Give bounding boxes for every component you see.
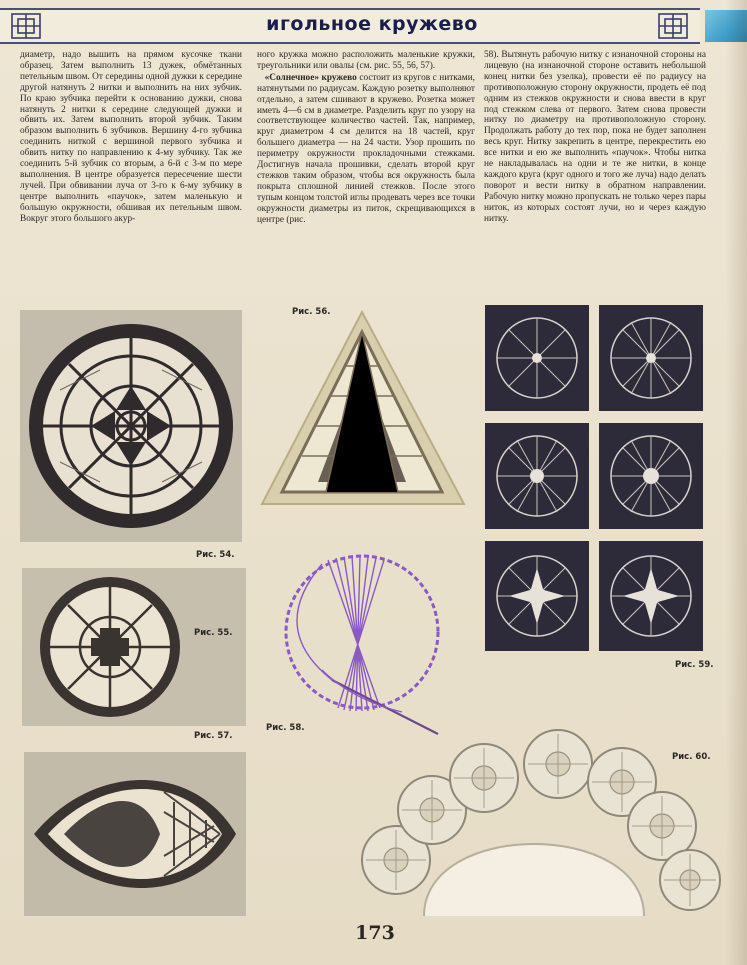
caption-fig-58: Рис. 58. xyxy=(266,723,305,733)
small-round-lace-image xyxy=(22,568,246,726)
celtic-knot-ornament-right xyxy=(655,10,691,42)
caption-fig-59: Рис. 59. xyxy=(675,660,714,670)
paragraph: диаметр, надо вышить на прямом кусочке ткани образец. Затем выполнить 13 дужек, обмётанных петельным швом. От середины одной дужки к середине другой натянуть 2 нитки и выполнить на них зубчик. По краю зубчика перейти к основанию дужки, снова натянуть 2 нитки к середине следующей дужки и обвить их. Затем выполнить второй зубчик. Таким образом выполнить 6 зубчиков. Вершину 4-го зубчика соединить ниткой с вершиной первого зубчика и обвить нитку по направлению к 4-му зубчику. Так же соединить 5-й зубчик со вторым, а 6-й с 3-м по мере выполнения. В центре образуется пересечение шести лучей. При обвивании луча от 3-го к 6-му зубчику в центре выполнить «паучок», затем маленькую и большую окружности, обшивая их петельным швом. Вокруг этого большого акур- xyxy=(20,50,242,224)
text-column-1 xyxy=(20,50,242,300)
triangle-lace-image xyxy=(256,306,470,512)
figure-55-round-lace-small xyxy=(22,568,246,726)
paragraph-solar-lace xyxy=(257,73,475,226)
text-column-2 xyxy=(257,50,475,300)
needle-thread-diagram xyxy=(262,540,452,736)
solar-lace-rosettes xyxy=(344,720,724,916)
caption-fig-55: Рис. 55. xyxy=(194,628,233,638)
page-number: 173 xyxy=(355,922,395,944)
paragraph: ного кружка можно расположить маленькие кружки, треугольники или овалы (см. рис. 55, 56, 57). xyxy=(257,50,475,71)
caption-fig-60: Рис. 60. xyxy=(672,752,711,762)
caption-fig-56: Рис. 56. xyxy=(292,307,331,317)
figure-54-round-lace xyxy=(20,310,242,542)
caption-fig-57: Рис. 57. xyxy=(194,731,233,741)
caption-fig-54: Рис. 54. xyxy=(196,550,235,560)
figure-59-stitch-sequence xyxy=(485,305,705,657)
paragraph-continuation: состоит из кругов с нитками, натянутыми по радиусам. Каждую розетку выполняют отдельно, а затем сшивают в кружево. Розетка может иметь 4—6 см в диаметре. Разделить круг по узору на соответствующее количество частей. Так, например, круг диаметром 4 см делится на 18 частей, круг большего диаметра — на 24 части. Узор прошить по периметру окружности прокладочными стежками. Достигнув начала прошивки, сделать второй круг стежков таким образом, чтобы вся окружность была покрыта сплошной линией стежков. После этого тупым концом толстой иглы продевать через все точки окружности диаметры из питок, скрещивающихся в центре (рис. xyxy=(257,72,475,225)
stitch-sequence-panels xyxy=(485,305,705,657)
page-edge-shadow xyxy=(726,0,747,965)
figure-57-oval-lace xyxy=(24,752,246,916)
figure-60-solar-lace xyxy=(344,720,724,916)
text-column-3 xyxy=(484,50,706,300)
oval-lace-image xyxy=(24,752,246,916)
term-solar-lace: «Солнечное» кружево xyxy=(264,72,357,83)
paragraph: 58). Вытянуть рабочую нитку с изнаночной стороны на лицевую (на изнаночной стороне оставить небольшой конец нитки без узелка), провести её по радиусу на противоположную сторону окружности, продеть её под одним из стежков окружности и снова ввести в круг под стежком слева от первого. Затем снова провести нитку по диаметру на противоположную сторону. Продолжать работу до тех пор, пока не будет заполнен весь круг. Нитку закрепить в центре, перекрестить ею все нитки и ею же выполнить «паучок». Чтобы нитка не накладывалась на одни и те же нитки, в конце каждого круга (круг одного и того же луча) надо делать поворот и вести нитку в обратном направлении. Рабочую нитку можно пропускать не только через пары ниток, из которых состоят лучи, но и через каждую нитку. xyxy=(484,50,706,224)
page-title: игольное кружево xyxy=(266,13,478,35)
figure-58-thread-diagram xyxy=(262,540,452,736)
figure-56-triangle-lace xyxy=(256,306,470,512)
celtic-knot-ornament-left xyxy=(8,10,44,42)
page-header xyxy=(0,0,747,52)
round-lace-medallion-image xyxy=(20,310,242,542)
